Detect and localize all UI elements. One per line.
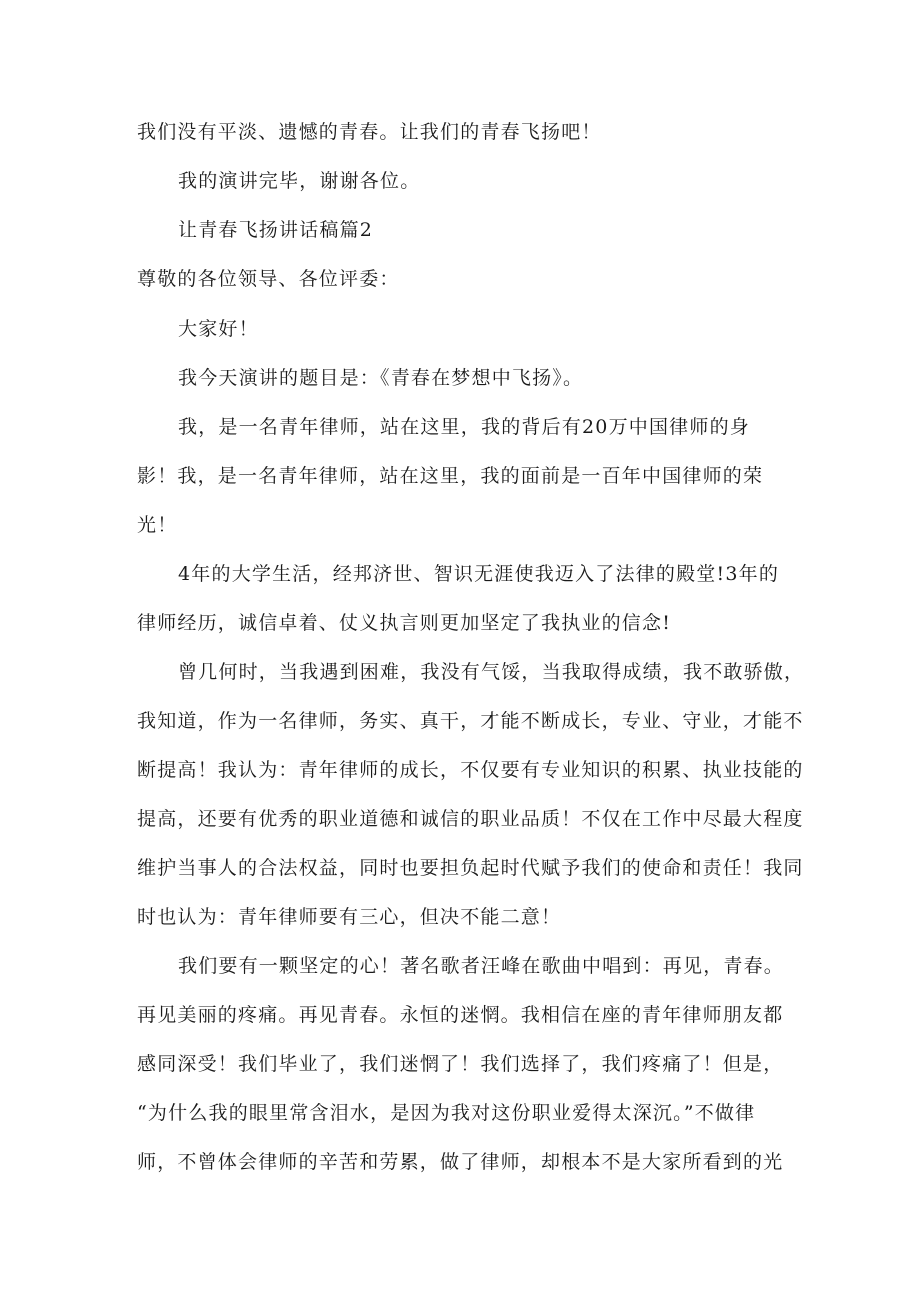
paragraph-line: 时也认为：青年律师要有三心，但决不能二意！ xyxy=(137,906,562,928)
paragraph-line: 4年的大学生活，经邦济世、智识无涯使我迈入了法律的殿堂!3年的 xyxy=(178,563,780,585)
salutation: 尊敬的各位领导、各位评委： xyxy=(137,268,400,290)
paragraph-line: 律师经历，诚信卓着、仗义执言则更加坚定了我执业的信念! xyxy=(137,612,672,634)
paragraph-line: 提高，还要有优秀的职业道德和诚信的职业品质！不仅在工作中尽最大程度 xyxy=(137,808,804,830)
paragraph-line: 师，不曾体会律师的辛苦和劳累，做了律师，却根本不是大家所看到的光 xyxy=(137,1151,784,1173)
paragraph-line: 维护当事人的合法权益，同时也要担负起时代赋予我们的使命和责任！我同 xyxy=(137,857,804,879)
paragraph-line: 光！ xyxy=(137,514,178,536)
greeting: 大家好！ xyxy=(178,318,259,340)
paragraph-line: 感同深受！我们毕业了，我们迷惘了！我们选择了，我们疼痛了！但是， xyxy=(137,1053,784,1075)
paragraph-line: 断提高！我认为：青年律师的成长，不仅要有专业知识的积累、执业技能的 xyxy=(137,759,804,781)
paragraph-line: 我知道，作为一名律师，务实、真干，才能不断成长，专业、守业，才能不 xyxy=(137,710,804,732)
paragraph-line: 我们没有平淡、遗憾的青春。让我们的青春飞扬吧！ xyxy=(137,121,602,143)
paragraph-line: 我们要有一颗坚定的心！著名歌者汪峰在歌曲中唱到：再见，青春。 xyxy=(178,955,785,977)
closing-line: 我的演讲完毕，谢谢各位。 xyxy=(178,170,421,192)
speech-title-line: 我今天演讲的题目是：《青春在梦想中飞扬》。 xyxy=(178,367,584,389)
paragraph-line: “为什么我的眼里常含泪水，是因为我对这份职业爱得太深沉。”不做律 xyxy=(137,1102,756,1124)
paragraph-line: 曾几何时，当我遇到困难，我没有气馁，当我取得成绩，我不敢骄傲， xyxy=(178,661,805,683)
paragraph-line: 再见美丽的疼痛。再见青春。永恒的迷惘。我相信在座的青年律师朋友都 xyxy=(137,1004,784,1026)
section-heading: 让青春飞扬讲话稿篇2 xyxy=(178,219,374,241)
paragraph-line: 影！我，是一名青年律师，站在这里，我的面前是一百年中国律师的荣 xyxy=(137,465,764,487)
paragraph-line: 我，是一名青年律师，站在这里，我的背后有20万中国律师的身 xyxy=(178,416,750,438)
